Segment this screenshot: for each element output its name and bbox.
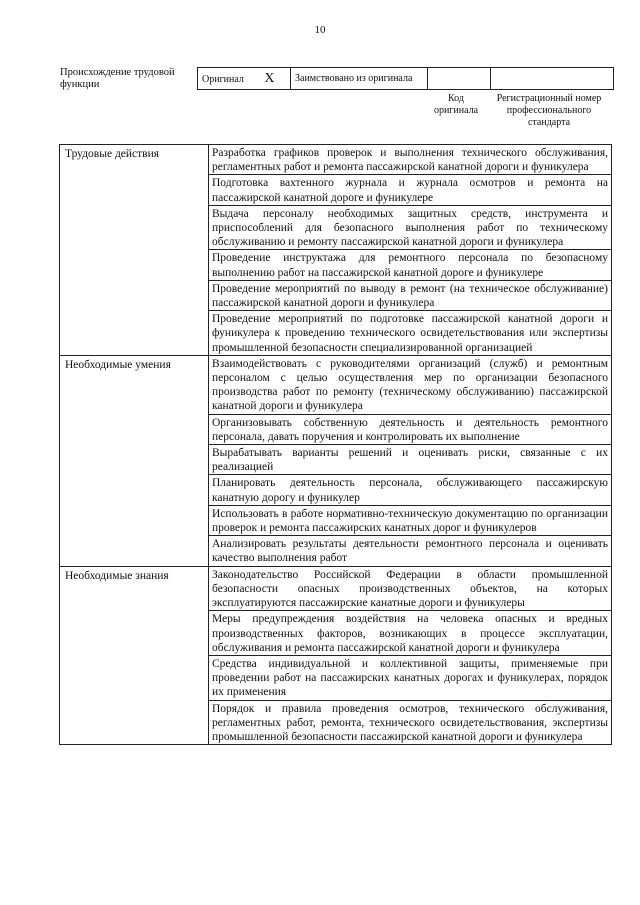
section-item: Разработка графиков проверок и выполнения технического обслуживания, регламентных работ и ремонта пассажирской канатной дороги и фуникулера	[209, 145, 612, 175]
section-item: Порядок и правила проведения осмотров, технического обслуживания, регламентных работ, ремонта, технического освидетельствования, экспертизы промышленной безопасности пассажирской канатной дороги и фуникулера	[209, 700, 612, 745]
section-title: Трудовые действия	[60, 145, 209, 356]
section-item: Законодательство Российской Федерации в области промышленной безопасности опасных производственных объектов, на которых эксплуатируются пассажирские канатные дороги и фуникулеры	[209, 566, 612, 611]
reg-number-label: Регистрационный номер профессионального стандарта	[496, 93, 602, 128]
table-row	[60, 355, 612, 414]
section-item: Взаимодействовать с руководителями организаций (служб) и ремонтным персоналом с целью осуществления мер по организации безопасного производства работ по ремонту (техническому обслуживанию) пассажирской канатной дороги и фуникулера	[209, 355, 612, 414]
table-row	[60, 145, 612, 175]
section-title: Необходимые умения	[60, 355, 209, 566]
origin-table	[197, 67, 614, 90]
origin-code-cell	[428, 68, 491, 90]
section-item: Средства индивидуальной и коллективной защиты, применяемые при проведении работ на пассажирских канатных дорогах и фуникулерах, порядок их применения	[209, 655, 612, 700]
table-row	[60, 566, 612, 611]
origin-borrowed-cell	[291, 68, 428, 90]
section-item: Подготовка вахтенного журнала и журнала осмотров и ремонта на пассажирской канатной дороге и фуникулере	[209, 175, 612, 205]
origin-reg-cell	[491, 68, 614, 90]
section-item: Вырабатывать варианты решений и оценивать риски, связанные с их реализацией	[209, 445, 612, 475]
section-title: Необходимые знания	[60, 566, 209, 744]
section-item: Меры предупреждения воздействия на человека опасных и вредных производственных факторов, возникающих в процессе эксплуатации, обслуживания и ремонта пассажирской канатной дороги и фуникулера	[209, 611, 612, 656]
section-item: Выдача персоналу необходимых защитных средств, инструмента и приспособлений для безопасного выполнения работ по техническому обслуживанию и ремонту пассажирской канатной дороги и фуникулера	[209, 205, 612, 250]
section-item: Проведение инструктажа для ремонтного персонала по безопасному выполнению работ на пассажирской канатной дороге и фуникулере	[209, 250, 612, 280]
section-item: Использовать в работе нормативно-техническую документацию по организации проверок и ремонта пассажирских канатных дорог и фуникулеров	[209, 505, 612, 535]
origin-label: Происхождение трудовой функции	[60, 67, 175, 90]
labor-function-table	[59, 144, 612, 745]
page-number: 10	[314, 24, 326, 36]
section-item: Организовывать собственную деятельность и деятельность ремонтного персонала, давать поручения и контролировать их выполнение	[209, 414, 612, 444]
code-label: Код оригинала	[433, 93, 479, 116]
origin-borrowed-label: Заимствовано из оригинала	[295, 73, 413, 84]
section-item: Проведение мероприятий по подготовке пассажирской канатной дороги и фуникулера к проведению технического освидетельствования или экспертизы промышленной безопасности специализированной организацией	[209, 311, 612, 356]
section-item: Проведение мероприятий по выводу в ремонт (на техническое обслуживание) пассажирской канатной дороги и фуникулера	[209, 280, 612, 310]
section-item: Планировать деятельность персонала, обслуживающего пассажирскую канатную дорогу и фуникулер	[209, 475, 612, 505]
origin-original-label: Оригинал	[202, 73, 244, 85]
origin-mark: X	[264, 70, 275, 86]
section-item: Анализировать результаты деятельности ремонтного персонала и оценивать качество выполнения работ	[209, 536, 612, 566]
origin-original-cell	[198, 68, 291, 90]
